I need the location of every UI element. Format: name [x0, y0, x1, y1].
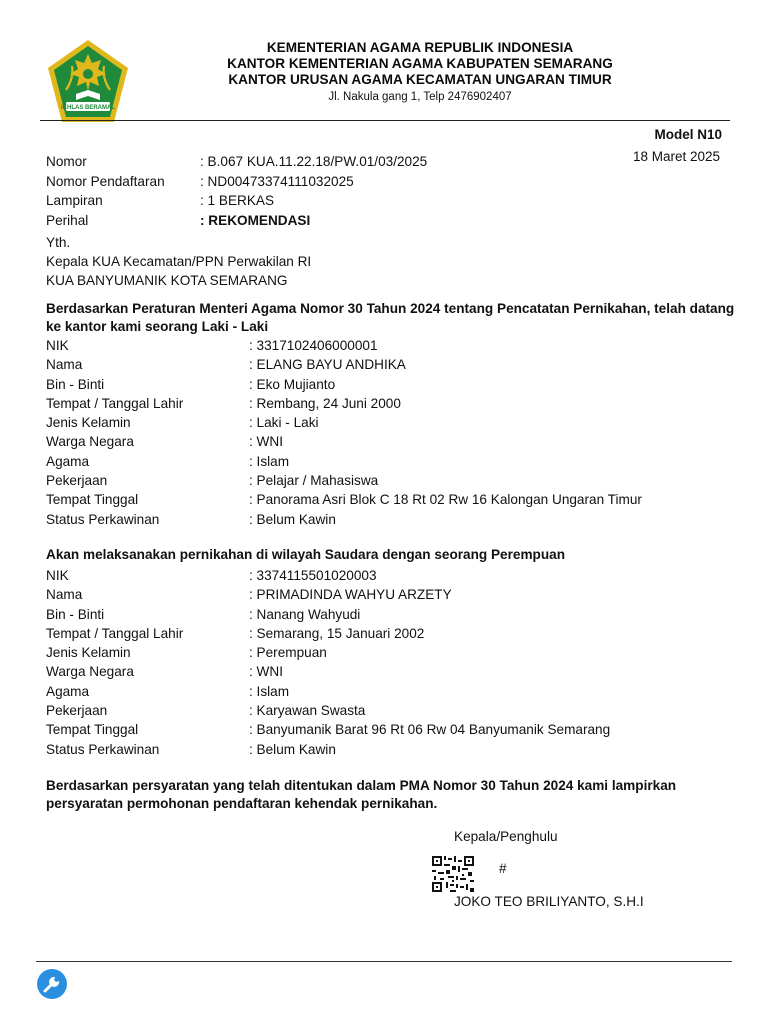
wrench-badge-icon: [36, 968, 68, 1000]
field-label: Status Perkawinan: [46, 511, 160, 527]
groom-row: [46, 490, 642, 509]
signatory-name: JOKO TEO BRILIYANTO, S.H.I: [454, 894, 644, 909]
kemenag-logo: [44, 38, 132, 124]
bride-row: [46, 605, 610, 624]
groom-row: [46, 355, 642, 374]
field-label: Bin - Binti: [46, 606, 105, 622]
bride-details: [46, 566, 610, 759]
field-value: : Belum Kawin: [249, 741, 336, 757]
letter-meta: [46, 152, 427, 230]
signatory-title: Kepala/Penghulu: [454, 829, 558, 844]
groom-row: [46, 510, 642, 529]
field-label: Warga Negara: [46, 664, 134, 680]
meta-value: : REKOMENDASI: [200, 212, 311, 228]
groom-row: [46, 432, 642, 451]
meta-label: Nomor: [46, 154, 87, 169]
qr-code-icon: [432, 856, 474, 892]
bride-row: [46, 566, 610, 585]
field-label: NIK: [46, 338, 69, 353]
field-label: Tempat / Tanggal Lahir: [46, 625, 184, 641]
letter-date: 18 Maret 2025: [632, 149, 720, 164]
field-value: : Pelajar / Mahasiswa: [249, 473, 379, 489]
meta-row-subject: [46, 211, 427, 231]
bride-row: [46, 585, 610, 604]
ministry-name: KEMENTERIAN AGAMA REPUBLIK INDONESIA: [266, 40, 574, 55]
field-label: Pekerjaan: [46, 473, 108, 489]
logo-motto: IKHLAS BERAMAL: [61, 105, 115, 111]
field-value: : Eko Mujianto: [249, 376, 336, 392]
groom-row: [46, 336, 642, 355]
signature-placeholder: #: [499, 861, 507, 876]
field-value: : Semarang, 15 Januari 2002: [249, 625, 425, 641]
bride-row: [46, 682, 610, 701]
bride-row: [46, 662, 610, 681]
meta-value: : ND00473374111032025: [200, 173, 354, 189]
groom-row: [46, 394, 642, 413]
field-value: : Rembang, 24 Juni 2000: [249, 395, 401, 411]
field-label: Tempat Tinggal: [46, 492, 139, 508]
addressee: [46, 233, 311, 290]
field-value: : ELANG BAYU ANDHIKA: [249, 357, 406, 373]
meta-row-nomor: [46, 152, 427, 172]
footer-divider: [36, 961, 732, 962]
field-value: : Islam: [249, 683, 290, 699]
groom-details: [46, 336, 642, 529]
bride-row: [46, 720, 610, 739]
field-value: : Islam: [249, 453, 290, 469]
field-label: Warga Negara: [46, 434, 134, 450]
model-label: Model N10: [654, 127, 722, 142]
meta-value: : B.067 KUA.11.22.18/PW.01/03/2025: [200, 154, 428, 169]
meta-label: Lampiran: [46, 193, 103, 208]
bride-row: [46, 701, 610, 720]
field-value: : WNI: [249, 664, 283, 680]
bride-row: [46, 624, 610, 643]
bride-row: [46, 740, 610, 759]
field-label: NIK: [46, 568, 69, 583]
addressee-title: Kepala KUA Kecamatan/PPN Perwakilan RI: [46, 254, 312, 269]
addressee-office: KUA BANYUMANIK KOTA SEMARANG: [46, 273, 288, 288]
addressee-salutation: Yth.: [46, 235, 71, 250]
meta-row-registration: [46, 172, 427, 192]
header-divider: [40, 120, 730, 121]
field-value: : Panorama Asri Blok C 18 Rt 02 Rw 16 Kalongan Ungaran Timur: [249, 492, 642, 508]
field-value: : 3374115501020003: [249, 568, 377, 583]
kua-office-name: KANTOR URUSAN AGAMA KECAMATAN UNGARAN TIMUR: [228, 72, 612, 87]
field-label: Status Perkawinan: [46, 741, 160, 757]
field-label: Nama: [46, 587, 83, 603]
groom-row: [46, 413, 642, 432]
meta-row-attachment: [46, 191, 427, 211]
field-value: : 3317102406000001: [249, 338, 378, 353]
field-label: Jenis Kelamin: [46, 415, 131, 431]
field-label: Bin - Binti: [46, 376, 105, 392]
groom-row: [46, 471, 642, 490]
field-value: : PRIMADINDA WAHYU ARZETY: [249, 587, 452, 603]
bride-intro: Akan melaksanakan pernikahan di wilayah Saudara dengan seorang Perempuan: [46, 547, 566, 562]
field-label: Agama: [46, 453, 90, 469]
meta-label: Nomor Pendaftaran: [46, 173, 165, 189]
field-label: Tempat Tinggal: [46, 722, 139, 738]
field-label: Jenis Kelamin: [46, 645, 131, 661]
field-value: : Laki - Laki: [249, 415, 319, 431]
field-label: Tempat / Tanggal Lahir: [46, 395, 184, 411]
regency-office-name: KANTOR KEMENTERIAN AGAMA KABUPATEN SEMARANG: [227, 56, 613, 71]
meta-value: : 1 BERKAS: [200, 193, 275, 208]
groom-intro: Berdasarkan Peraturan Menteri Agama Nomor 30 Tahun 2024 tentang Pencatatan Pernikahan, telah datang ke kantor kami seorang Laki - Laki: [46, 301, 735, 334]
field-value: : Perempuan: [249, 645, 327, 661]
letterhead: [170, 40, 670, 105]
groom-row: [46, 452, 642, 471]
field-value: : Nanang Wahyudi: [249, 606, 361, 622]
field-label: Pekerjaan: [46, 703, 108, 719]
field-value: : WNI: [249, 434, 283, 450]
field-value: : Belum Kawin: [249, 511, 336, 527]
office-address: Jl. Nakula gang 1, Telp 2476902407: [328, 91, 512, 103]
field-value: : Banyumanik Barat 96 Rt 06 Rw 04 Banyumanik Semarang: [249, 722, 611, 738]
field-value: : Karyawan Swasta: [249, 703, 366, 719]
meta-label: Perihal: [46, 212, 89, 228]
bride-row: [46, 643, 610, 662]
field-label: Nama: [46, 357, 83, 373]
groom-row: [46, 375, 642, 394]
closing-paragraph: Berdasarkan persyaratan yang telah ditentukan dalam PMA Nomor 30 Tahun 2024 kami lampirkan persyaratan permohonan pendaftaran kehendak pernikahan.: [46, 778, 677, 811]
field-label: Agama: [46, 683, 90, 699]
